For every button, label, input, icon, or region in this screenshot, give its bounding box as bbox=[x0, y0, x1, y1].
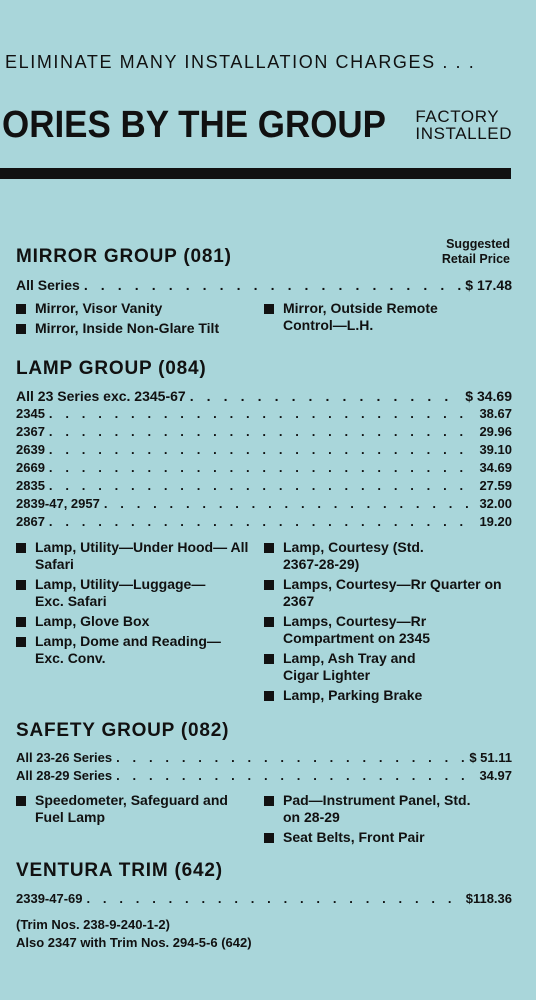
leader-dots bbox=[87, 890, 462, 908]
bullet-square-icon bbox=[264, 543, 274, 553]
bullet-square-icon bbox=[264, 617, 274, 627]
leader-dots bbox=[49, 459, 476, 477]
price-row: All 23-26 Series . . . $ 51.11 bbox=[16, 749, 512, 767]
heading-side-line-2: INSTALLED bbox=[415, 124, 513, 143]
list-item: Mirror, Visor Vanity bbox=[16, 300, 264, 317]
safety-group-title: SAFETY GROUP (082) bbox=[16, 720, 230, 741]
trim-note: Also 2347 with Trim Nos. 294-5-6 (642) bbox=[16, 935, 252, 950]
leader-dots bbox=[49, 477, 476, 495]
list-item: Lamps, Courtesy—Rr Quarter on 2367 bbox=[264, 576, 512, 610]
price-row: All 23 Series exc. 2345-67 . . . $ 34.69 bbox=[16, 387, 512, 405]
leader-dots bbox=[49, 423, 476, 441]
price-row: 2345 . . . 38.67 bbox=[16, 405, 512, 423]
lamp-group-title: LAMP GROUP (084) bbox=[16, 358, 207, 379]
leader-dots bbox=[49, 513, 476, 531]
bullet-square-icon bbox=[264, 691, 274, 701]
price-header-line-2: Retail Price bbox=[441, 252, 510, 266]
bullet-square-icon bbox=[16, 796, 26, 806]
bullet-square-icon bbox=[264, 580, 274, 590]
leader-dots bbox=[84, 276, 461, 294]
lamp-group-section bbox=[16, 358, 512, 707]
list-item: Lamp, Glove Box bbox=[16, 613, 264, 630]
bullet-square-icon bbox=[16, 304, 26, 314]
list-item: Lamp, Parking Brake bbox=[264, 687, 512, 704]
price-row: 2669 . . . 34.69 bbox=[16, 459, 512, 477]
leader-dots bbox=[49, 405, 476, 423]
list-item: Lamp, Utility—Luggage— Exc. Safari bbox=[16, 576, 264, 610]
list-item: Mirror, Outside Remote Control—L.H. bbox=[264, 300, 464, 334]
safety-group-section bbox=[16, 720, 512, 849]
price-row: 2639 . . . 39.10 bbox=[16, 441, 512, 459]
price-row: 2835 . . . 27.59 bbox=[16, 477, 512, 495]
heading-row bbox=[2, 106, 512, 144]
price-header-line-1: Suggested bbox=[446, 237, 510, 251]
list-item: Lamps, Courtesy—Rr Compartment on 2345 bbox=[264, 613, 512, 647]
bullet-square-icon bbox=[16, 580, 26, 590]
leader-dots bbox=[116, 767, 475, 785]
bullet-square-icon bbox=[264, 796, 274, 806]
leader-dots bbox=[104, 495, 476, 513]
bullet-square-icon bbox=[264, 304, 274, 314]
list-item: Lamp, Courtesy (Std. 2367-28-29) bbox=[264, 539, 512, 573]
price-row: 2867 . . . 19.20 bbox=[16, 513, 512, 531]
bullet-square-icon bbox=[264, 833, 274, 843]
page-title: ORIES BY THE GROUP bbox=[2, 104, 386, 146]
leader-dots bbox=[116, 749, 465, 767]
bullet-square-icon bbox=[264, 654, 274, 664]
price-row-value: $ 17.48 bbox=[465, 277, 512, 293]
list-item: Lamp, Utility—Under Hood— All Safari bbox=[16, 539, 264, 573]
ventura-trim-section bbox=[16, 860, 512, 952]
leader-dots bbox=[190, 387, 462, 405]
heading-side bbox=[415, 108, 512, 142]
tagline: ELIMINATE MANY INSTALLATION CHARGES . . . bbox=[5, 52, 476, 72]
price-row: All 28-29 Series . . . 34.97 bbox=[16, 767, 512, 785]
list-item: Lamp, Ash Tray and Cigar Lighter bbox=[264, 650, 512, 684]
heading-rule bbox=[0, 168, 511, 179]
list-item: Mirror, Inside Non-Glare Tilt bbox=[16, 320, 264, 337]
price-row-label: All Series bbox=[16, 277, 80, 293]
mirror-group-title: MIRROR GROUP (081) bbox=[16, 246, 232, 267]
price-row: 2367 . . . 29.96 bbox=[16, 423, 512, 441]
list-item: Speedometer, Safeguard and Fuel Lamp bbox=[16, 792, 264, 826]
bullet-square-icon bbox=[16, 637, 26, 647]
bullet-square-icon bbox=[16, 324, 26, 334]
price-row bbox=[16, 276, 512, 294]
trim-note: (Trim Nos. 238-9-240-1-2) bbox=[16, 917, 170, 932]
list-item: Lamp, Dome and Reading— Exc. Conv. bbox=[16, 633, 264, 667]
heading-side-line-1: FACTORY bbox=[415, 107, 500, 126]
bullet-square-icon bbox=[16, 617, 26, 627]
ventura-trim-title: VENTURA TRIM (642) bbox=[16, 860, 223, 881]
price-row: 2839-47, 2957 . . . 32.00 bbox=[16, 495, 512, 513]
list-item: Pad—Instrument Panel, Std. on 28-29 bbox=[264, 792, 512, 826]
bullet-square-icon bbox=[16, 543, 26, 553]
price-row: 2339-47-69 . . . $118.36 bbox=[16, 890, 512, 908]
leader-dots bbox=[49, 441, 476, 459]
list-item: Seat Belts, Front Pair bbox=[264, 829, 512, 846]
mirror-group-section bbox=[16, 246, 512, 340]
